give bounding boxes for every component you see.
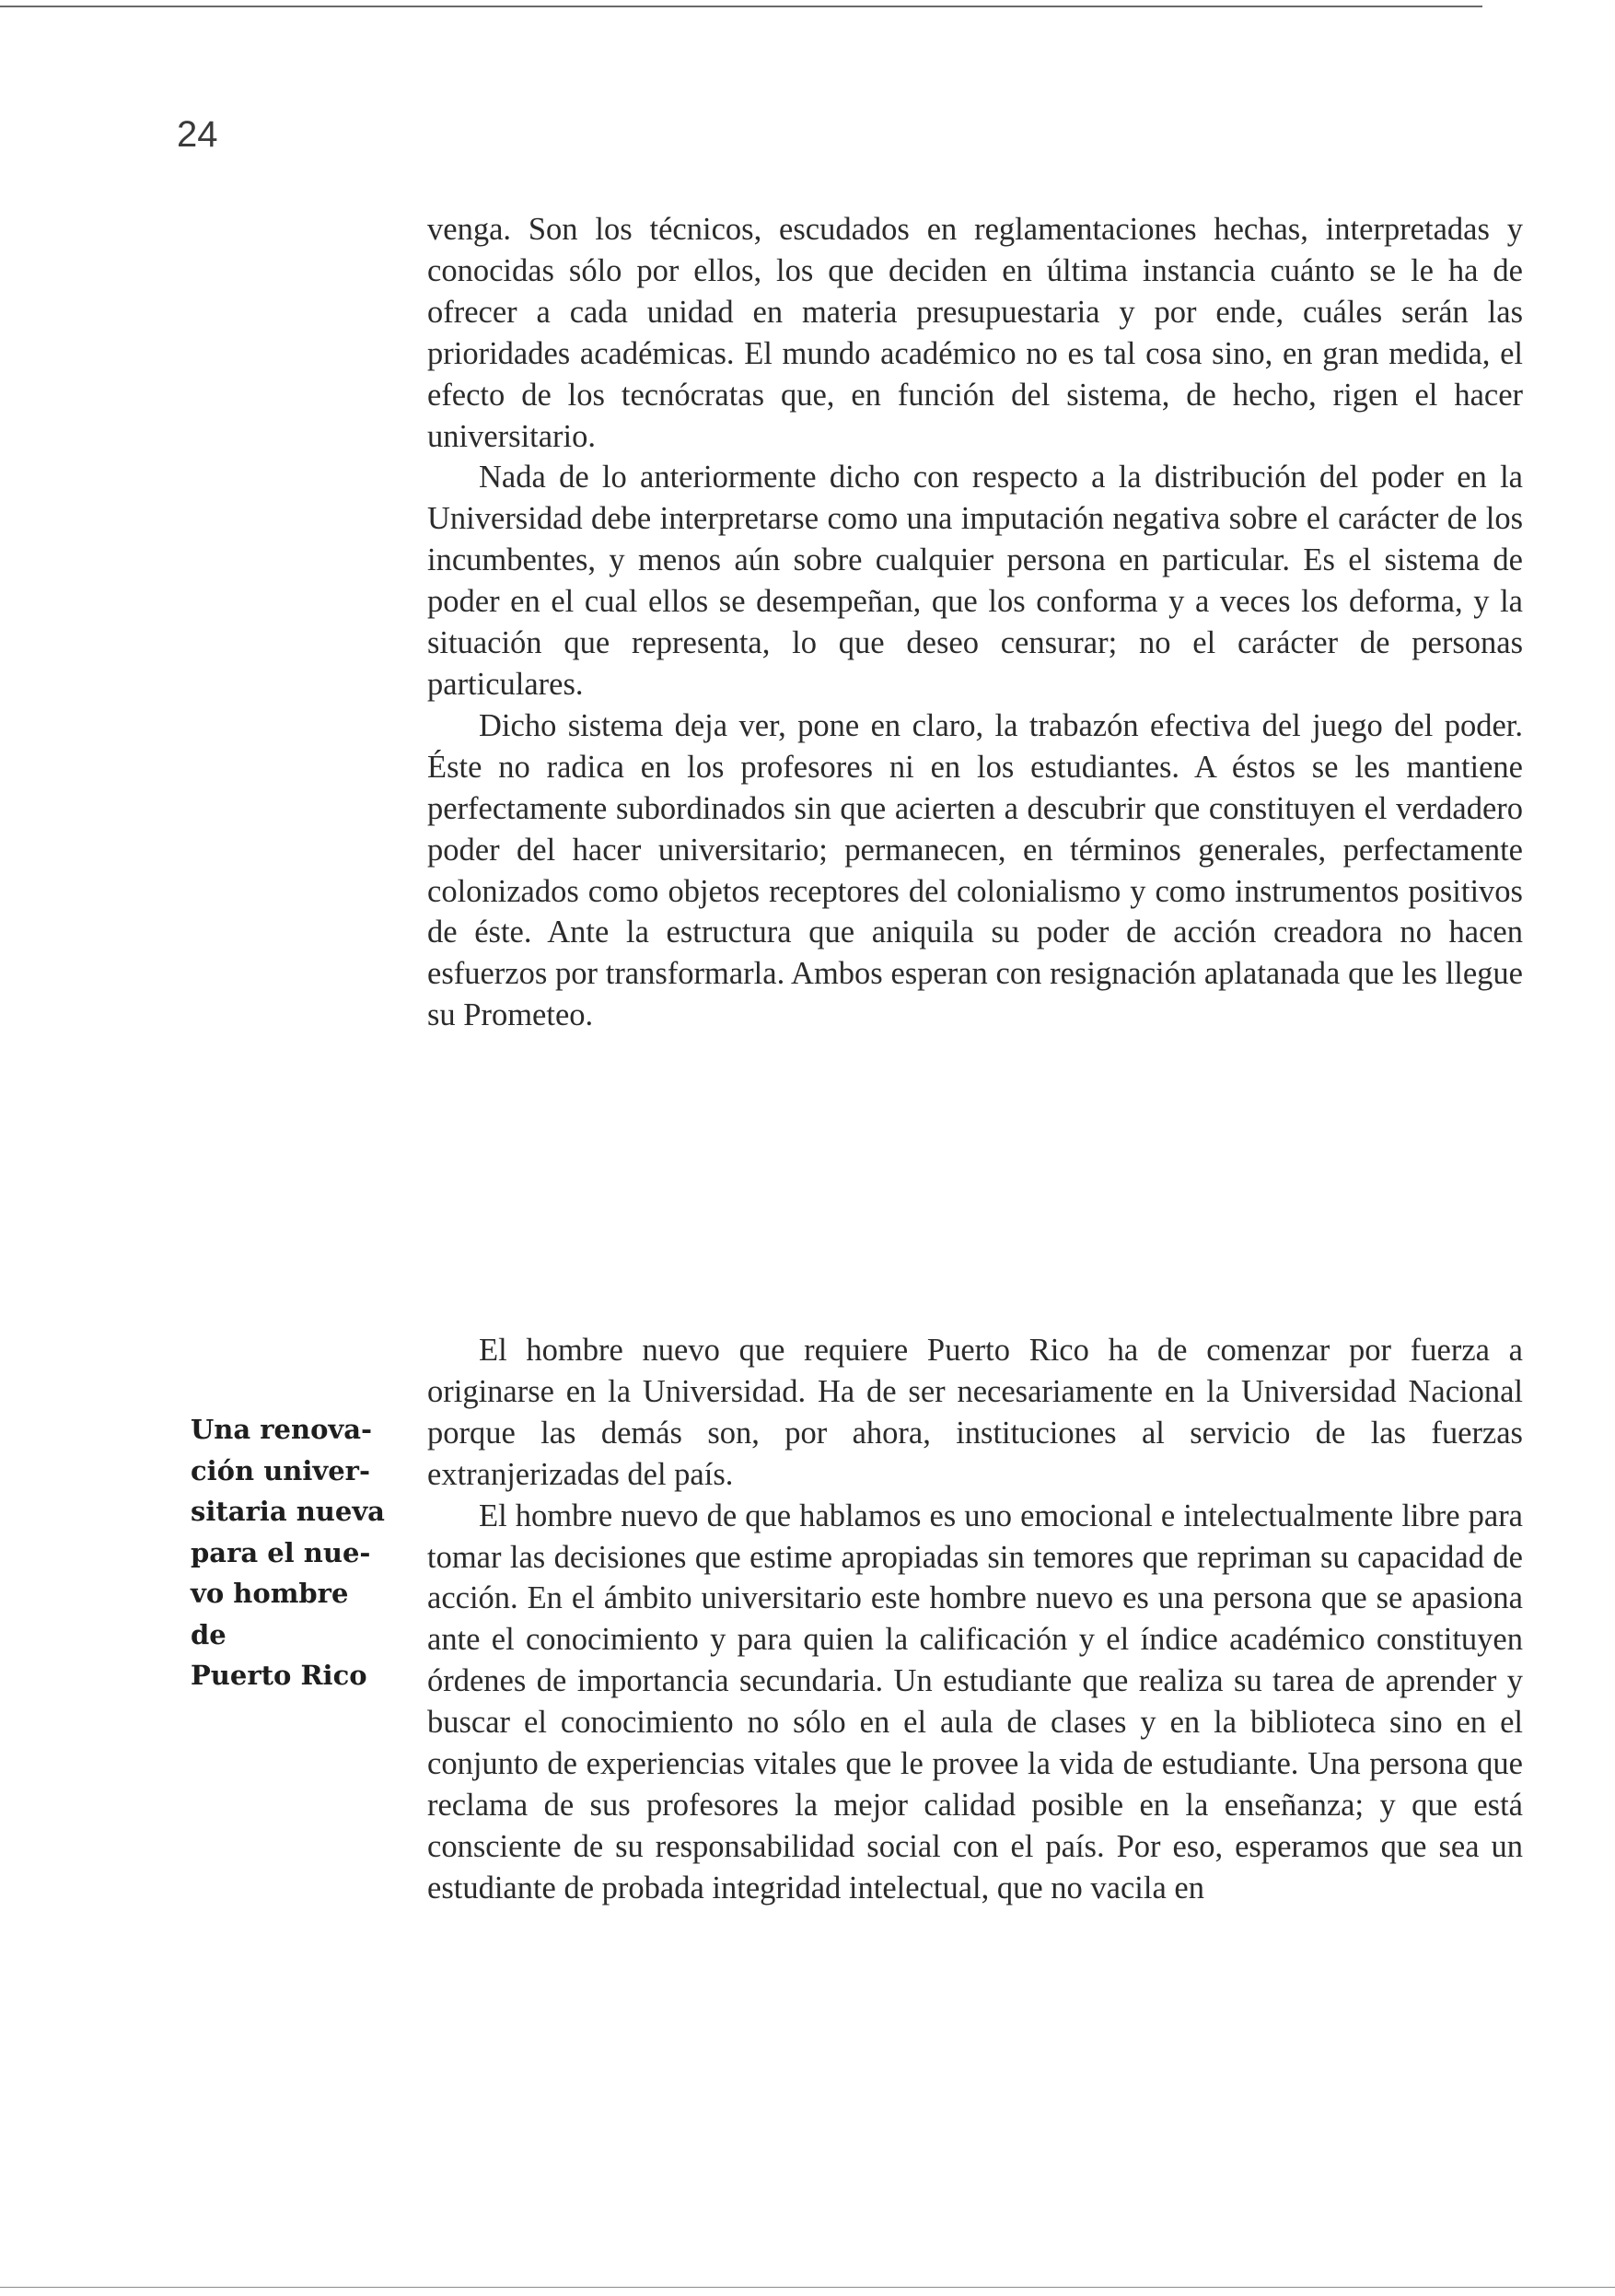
top-edge-rule — [0, 6, 1482, 7]
bottom-text-block — [427, 1330, 1523, 1909]
page-number: 24 — [177, 114, 218, 155]
heading-line: para el nue- — [191, 1536, 371, 1568]
heading-line: sitaria nueva — [191, 1496, 385, 1527]
paragraph: El hombre nuevo que requiere Puerto Rico ha de comenzar por fuerza a originarse en la Universidad. Ha de ser necesariamente en la Universidad Nacional porque las demás son, por ahora, instituciones al servicio de las fuerzas extranjerizadas del país. — [427, 1333, 1523, 1492]
margin-section-heading — [191, 1409, 402, 1696]
heading-line: vo hombre — [191, 1578, 349, 1609]
paragraph-continuation: venga. Son los técnicos, escudados en reglamentaciones hechas, interpretadas y conocidas sólo por ellos, los que deciden en última instancia cuánto se le ha de ofrecer a cada unidad en materia presupuestaria y por ende, cuáles serán las prioridades académicas. El mundo académico no es tal cosa sino, en gran medida, el efecto de los tecnócratas que, en función del sistema, de hecho, rigen el hacer universitario. — [427, 212, 1523, 454]
paragraph: El hombre nuevo de que hablamos es uno emocional e intelectualmente libre para tomar las decisiones que estime apropiadas sin temores que repriman su capacidad de acción. En el ámbito universitario este hombre nuevo es una persona que se apasiona ante el conocimiento y para quien la calificación y el índice académico constituyen órdenes de importancia secundaria. Un estudiante que realiza su tarea de aprender y buscar el conocimiento no sólo en el aula de clases y en la biblioteca sino en el conjunto de experiencias vitales que le provee la vida de estudiante. Una persona que reclama de sus profesores la mejor calidad posible en la enseñanza; y que está consciente de su responsabilidad social con el país. Por eso, esperamos que sea un estudiante de probada integridad intelectual, que no vacila en — [427, 1498, 1523, 1906]
heading-line: Puerto Rico — [191, 1660, 367, 1691]
heading-line: ción univer- — [191, 1454, 370, 1486]
top-text-block — [427, 209, 1523, 1036]
heading-line: de — [191, 1618, 227, 1650]
heading-line: Una renova- — [191, 1414, 373, 1445]
paragraph: Dicho sistema deja ver, pone en claro, la trabazón efectiva del juego del poder. Éste no radica en los profesores ni en los estudiantes. A éstos se les mantiene perfectamente subordinados sin que acierten a descubrir que constituyen el verdadero poder del hacer universitario; permanecen, en términos generales, perfectamente colonizados como objetos receptores del colonialismo y como instrumentos positivos de éste. Ante la estructura que aniquila su poder de acción creadora no hacen esfuerzos por transformarla. Ambos esperan con resignación aplatanada que les llegue su Prometeo. — [427, 707, 1523, 1033]
paragraph: Nada de lo anteriormente dicho con respecto a la distribución del poder en la Universidad debe interpretarse como una imputación negativa sobre el carácter de los incumbentes, y menos aún sobre cualquier persona en particular. Es el sistema de poder en el cual ellos se desempeñan, que los conforma y a veces los deforma, y la situación que representa, lo que deseo censurar; no el carácter de personas particulares. — [427, 460, 1523, 702]
bottom-edge-rule — [0, 2287, 1615, 2288]
